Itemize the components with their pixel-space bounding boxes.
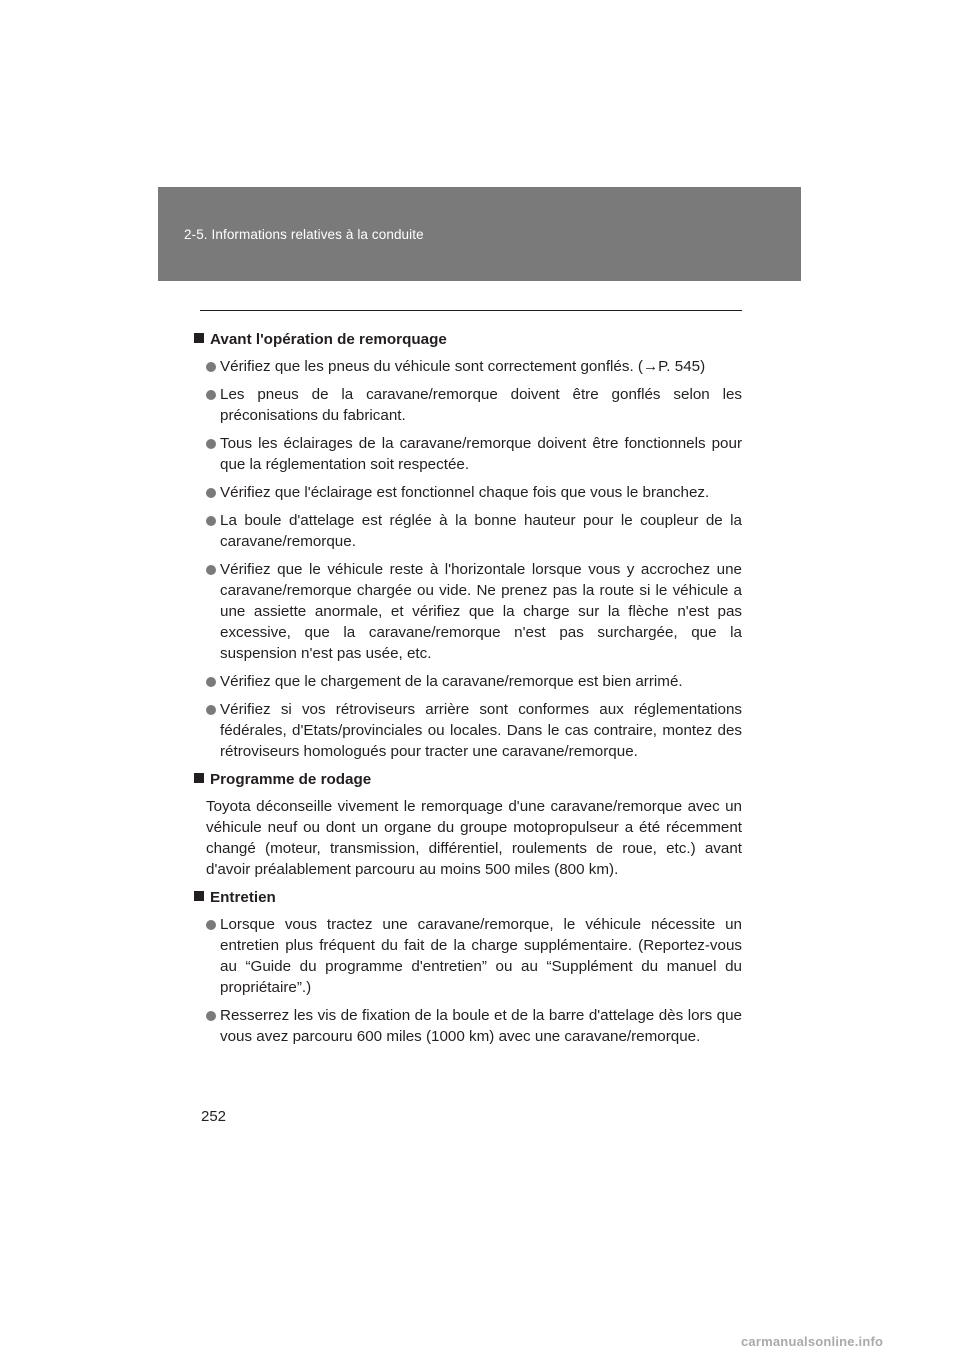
watermark: carmanualsonline.info (741, 1334, 884, 1349)
circle-bullet-icon (206, 516, 216, 526)
list-item: Les pneus de la caravane/remorque doivent être gonflés selon les préconisations du fabricant. (194, 384, 742, 426)
list-item: Vérifiez si vos rétroviseurs arrière sont conformes aux réglementations fédérales, d'Etats/provinciales ou locales. Dans le cas contraire, montez des rétroviseurs homologués pour tracter une caravane/remorque. (194, 699, 742, 762)
section-entretien (194, 887, 742, 1047)
square-bullet-icon (194, 773, 204, 783)
square-bullet-icon (194, 891, 204, 901)
chapter-header-band (158, 187, 801, 281)
circle-bullet-icon (206, 920, 216, 930)
circle-bullet-icon (206, 488, 216, 498)
circle-bullet-icon (206, 390, 216, 400)
chapter-title: 2-5. Informations relatives à la conduite (184, 227, 424, 242)
list-item: Vérifiez que l'éclairage est fonctionnel chaque fois que vous le branchez. (194, 482, 742, 503)
square-bullet-icon (194, 333, 204, 343)
list-item: Tous les éclairages de la caravane/remorque doivent être fonctionnels pour que la réglementation soit respectée. (194, 433, 742, 475)
section-heading: Entretien (194, 887, 742, 908)
list-item: Resserrez les vis de fixation de la boule et de la barre d'attelage dès lors que vous avez parcouru 600 miles (1000 km) avec une caravane/remorque. (194, 1005, 742, 1047)
section-avant-operation (194, 329, 742, 762)
list-item: Vérifiez que les pneus du véhicule sont correctement gonflés. (→P. 545) (194, 356, 742, 377)
circle-bullet-icon (206, 565, 216, 575)
list-item: Vérifiez que le véhicule reste à l'horizontale lorsque vous y accrochez une caravane/remorque chargée ou vide. Ne prenez pas la route si le véhicule a une assiette anormale, et vérifiez que la charge sur la flèche n'est pas excessive, que la caravane/remorque n'est pas surchargée, que la suspension n'est pas usée, etc. (194, 559, 742, 664)
list-item: La boule d'attelage est réglée à la bonne hauteur pour le coupleur de la caravane/remorque. (194, 510, 742, 552)
list-item: Lorsque vous tractez une caravane/remorque, le véhicule nécessite un entretien plus fréquent du fait de la charge supplémentaire. (Reportez-vous au “Guide du programme d'entretien” ou au “Supplément du manuel du propriétaire”.) (194, 914, 742, 998)
section-programme-rodage (194, 769, 742, 880)
list-item: Vérifiez que le chargement de la caravane/remorque est bien arrimé. (194, 671, 742, 692)
section-heading: Programme de rodage (194, 769, 742, 790)
header-rule (200, 310, 742, 311)
page-content (194, 329, 742, 1054)
circle-bullet-icon (206, 362, 216, 372)
circle-bullet-icon (206, 439, 216, 449)
circle-bullet-icon (206, 1011, 216, 1021)
page-number: 252 (201, 1108, 227, 1125)
section-paragraph: Toyota déconseille vivement le remorquage d'une caravane/remorque avec un véhicule neuf ou dont un organe du groupe motopropulseur a été récemment changé (moteur, transmission, différentiel, roulements de roue, etc.) avant d'avoir préalablement parcouru au moins 500 miles (800 km). (206, 798, 742, 878)
circle-bullet-icon (206, 677, 216, 687)
section-heading: Avant l'opération de remorquage (194, 329, 742, 350)
circle-bullet-icon (206, 705, 216, 715)
